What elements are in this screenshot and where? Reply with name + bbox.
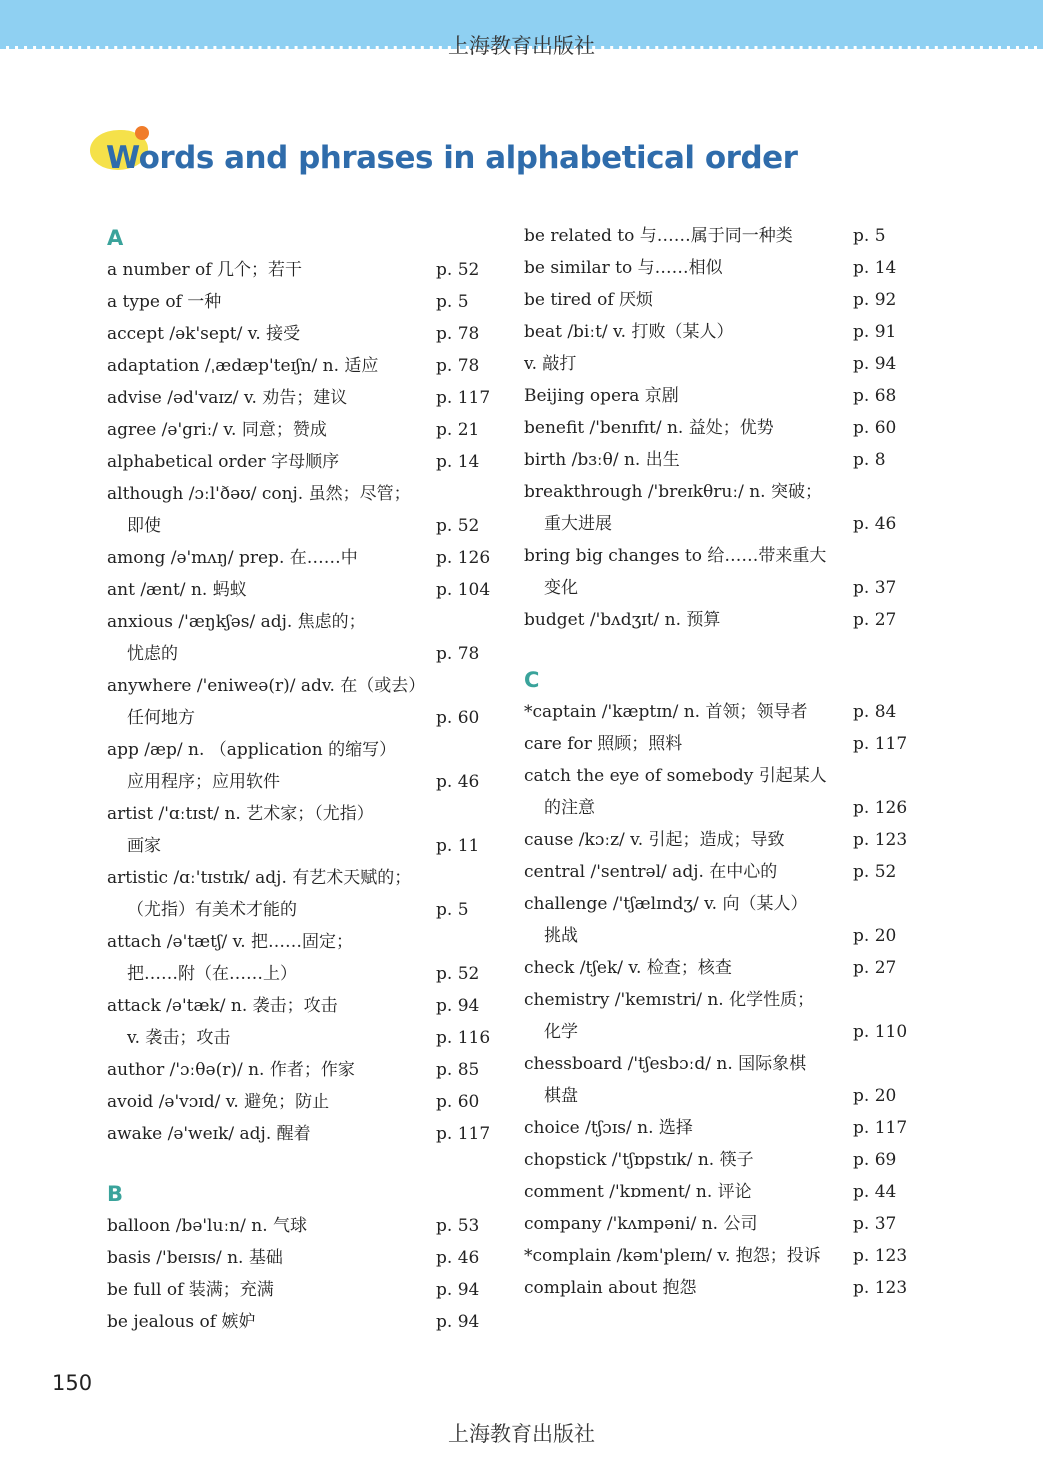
glossary-entry	[107, 446, 497, 478]
glossary-entry	[524, 1016, 914, 1048]
glossary-entry	[524, 824, 914, 856]
orange-dot-decoration	[135, 126, 149, 140]
entry-page-ref: p. 37	[853, 578, 897, 598]
glossary-entry	[524, 792, 914, 824]
entry-text: artist /'ɑːtɪst/ n. 艺术家；（尤指）	[107, 804, 374, 824]
entry-text: a number of 几个；若干	[107, 260, 302, 280]
glossary-entry	[524, 604, 914, 636]
entry-page-ref: p. 78	[436, 356, 480, 376]
entry-page-ref: p. 11	[436, 836, 480, 856]
entry-text: catch the eye of somebody 引起某人	[524, 766, 827, 786]
entry-page-ref: p. 46	[436, 772, 480, 792]
entry-text: accept /ək'sept/ v. 接受	[107, 324, 301, 344]
entry-page-ref: p. 60	[853, 418, 897, 438]
glossary-entry	[107, 318, 497, 350]
entry-page-ref: p. 21	[436, 420, 480, 440]
entry-text: anywhere /'eniweə(r)/ adv. 在（或去）	[107, 676, 426, 696]
entry-text: advise /əd'vaɪz/ v. 劝告；建议	[107, 388, 348, 408]
entry-page-ref: p. 94	[853, 354, 897, 374]
entry-page-ref: p. 46	[436, 1248, 480, 1268]
glossary-entry	[524, 540, 914, 572]
glossary-entry	[107, 510, 497, 542]
entry-page-ref: p. 37	[853, 1214, 897, 1234]
glossary-entry	[524, 1080, 914, 1112]
glossary-entry	[524, 760, 914, 792]
entry-text: author /'ɔːθə(r)/ n. 作者；作家	[107, 1060, 355, 1080]
entry-page-ref: p. 84	[853, 702, 897, 722]
glossary-entry	[524, 920, 914, 952]
glossary-entry	[524, 508, 914, 540]
glossary-entry	[524, 380, 914, 412]
entry-text: chopstick /'tʃɒpstɪk/ n. 筷子	[524, 1150, 754, 1170]
glossary-entry	[107, 414, 497, 446]
entry-text: 任何地方	[127, 708, 195, 728]
entry-page-ref: p. 52	[853, 862, 897, 882]
glossary-entry	[524, 728, 914, 760]
entry-page-ref: p. 20	[853, 926, 897, 946]
glossary-entry	[524, 572, 914, 604]
glossary-entry	[107, 734, 497, 766]
entry-text: 即使	[127, 516, 161, 536]
glossary-entry	[524, 412, 914, 444]
entry-text: be full of 装满；充满	[107, 1280, 274, 1300]
entry-text: although /ɔːl'ðəʊ/ conj. 虽然；尽管；	[107, 484, 411, 504]
glossary-entry	[524, 984, 914, 1016]
glossary-entry	[107, 1054, 497, 1086]
entry-text: breakthrough /'breɪkθruː/ n. 突破；	[524, 482, 822, 502]
section-gap	[107, 1150, 497, 1176]
entry-text: 变化	[544, 578, 578, 598]
entry-text: attach /ə'tætʃ/ v. 把……固定；	[107, 932, 354, 952]
glossary-entry	[107, 830, 497, 862]
section-letter: A	[107, 226, 124, 250]
glossary-entry	[107, 990, 497, 1022]
entry-page-ref: p. 14	[853, 258, 897, 278]
entry-text: be similar to 与……相似	[524, 258, 723, 278]
entry-text: 挑战	[544, 926, 578, 946]
glossary-entry	[107, 702, 497, 734]
glossary-entry	[107, 958, 497, 990]
glossary-entry	[524, 284, 914, 316]
entry-text: alphabetical order 字母顺序	[107, 452, 340, 472]
entry-page-ref: p. 60	[436, 708, 480, 728]
entry-page-ref: p. 5	[436, 292, 469, 312]
glossary-entry	[107, 1306, 497, 1338]
glossary-entry	[524, 1048, 914, 1080]
footer-publisher: 上海教育出版社	[448, 1422, 595, 1446]
entry-text: *captain /'kæptɪn/ n. 首领；领导者	[524, 702, 808, 722]
entry-text: 应用程序；应用软件	[127, 772, 280, 792]
entry-page-ref: p. 46	[853, 514, 897, 534]
entry-text: be related to 与……属于同一种类	[524, 226, 793, 246]
entry-text: budget /'bʌdʒɪt/ n. 预算	[524, 610, 721, 630]
entry-page-ref: p. 78	[436, 644, 480, 664]
glossary-entry	[107, 926, 497, 958]
page-number: 150	[52, 1371, 93, 1395]
entry-page-ref: p. 92	[853, 290, 897, 310]
glossary-entry	[107, 478, 497, 510]
entry-text: ant /ænt/ n. 蚂蚁	[107, 580, 247, 600]
entry-text: choice /tʃɔɪs/ n. 选择	[524, 1118, 693, 1138]
section-letter: B	[107, 1182, 124, 1206]
entry-text: 的注意	[544, 798, 595, 818]
entry-text: complain about 抱怨	[524, 1278, 697, 1298]
entry-text: v. 袭击；攻击	[127, 1028, 231, 1048]
entry-page-ref: p. 69	[853, 1150, 897, 1170]
glossary-entry	[524, 696, 914, 728]
glossary-entry	[107, 894, 497, 926]
glossary-entry	[524, 888, 914, 920]
glossary-entry	[107, 862, 497, 894]
entry-text: Beijing opera 京剧	[524, 386, 679, 406]
glossary-entry	[107, 766, 497, 798]
entry-page-ref: p. 123	[853, 1246, 908, 1266]
entry-page-ref: p. 85	[436, 1060, 480, 1080]
page-title: Words and phrases in alphabetical order	[106, 140, 798, 176]
entry-text: care for 照顾；照料	[524, 734, 683, 754]
entry-page-ref: p. 116	[436, 1028, 491, 1048]
entry-page-ref: p. 123	[853, 1278, 908, 1298]
glossary-entry	[107, 1210, 497, 1242]
entry-page-ref: p. 60	[436, 1092, 480, 1112]
glossary-entry	[524, 856, 914, 888]
entry-text: bring big changes to 给……带来重大	[524, 546, 827, 566]
entry-page-ref: p. 8	[853, 450, 886, 470]
glossary-entry	[524, 1272, 914, 1304]
entry-page-ref: p. 5	[853, 226, 886, 246]
entry-page-ref: p. 91	[853, 322, 897, 342]
entry-text: artistic /ɑː'tɪstɪk/ adj. 有艺术天赋的；	[107, 868, 412, 888]
entry-text: check /tʃek/ v. 检查；核查	[524, 958, 732, 978]
glossary-entry	[107, 670, 497, 702]
glossary-entry	[107, 798, 497, 830]
entry-page-ref: p. 44	[853, 1182, 897, 1202]
glossary-entry	[524, 220, 914, 252]
entry-text: （尤指）有美术才能的	[127, 900, 297, 920]
entry-page-ref: p. 68	[853, 386, 897, 406]
entry-text: challenge /'tʃælɪndʒ/ v. 向（某人）	[524, 894, 808, 914]
glossary-entry	[107, 350, 497, 382]
right-column	[524, 220, 914, 1304]
entry-text: birth /bɜːθ/ n. 出生	[524, 450, 680, 470]
entry-page-ref: p. 110	[853, 1022, 908, 1042]
entry-page-ref: p. 117	[853, 1118, 908, 1138]
entry-page-ref: p. 52	[436, 964, 480, 984]
glossary-entry	[524, 348, 914, 380]
glossary-entry	[524, 476, 914, 508]
entry-page-ref: p. 27	[853, 610, 897, 630]
glossary-entry	[524, 1144, 914, 1176]
entry-page-ref: p. 94	[436, 1280, 480, 1300]
entry-page-ref: p. 5	[436, 900, 469, 920]
entry-page-ref: p. 123	[853, 830, 908, 850]
entry-page-ref: p. 104	[436, 580, 491, 600]
entry-text: 重大进展	[544, 514, 612, 534]
entry-text: company /'kʌmpəni/ n. 公司	[524, 1214, 758, 1234]
entry-page-ref: p. 126	[436, 548, 491, 568]
entry-page-ref: p. 117	[436, 388, 491, 408]
glossary-entry	[524, 952, 914, 984]
glossary-entry	[107, 638, 497, 670]
glossary-entry	[524, 1240, 914, 1272]
entry-text: beat /biːt/ v. 打败（某人）	[524, 322, 734, 342]
header-publisher: 上海教育出版社	[448, 34, 595, 58]
glossary-entry	[107, 382, 497, 414]
glossary-entry	[524, 252, 914, 284]
entry-text: anxious /'æŋkʃəs/ adj. 焦虑的；	[107, 612, 366, 632]
entry-text: v. 敲打	[524, 354, 577, 374]
entry-page-ref: p. 117	[853, 734, 908, 754]
entry-text: agree /ə'griː/ v. 同意；赞成	[107, 420, 327, 440]
entry-text: *complain /kəm'pleɪn/ v. 抱怨；投诉	[524, 1246, 821, 1266]
glossary-entry	[107, 1086, 497, 1118]
glossary-entry	[107, 1274, 497, 1306]
glossary-entry	[524, 1112, 914, 1144]
glossary-entry	[107, 1242, 497, 1274]
entry-text: balloon /bə'luːn/ n. 气球	[107, 1216, 308, 1236]
entry-text: comment /'kɒment/ n. 评论	[524, 1182, 752, 1202]
glossary-entry	[107, 542, 497, 574]
entry-text: 忧虑的	[127, 644, 178, 664]
entry-page-ref: p. 20	[853, 1086, 897, 1106]
entry-page-ref: p. 52	[436, 260, 480, 280]
entry-text: be tired of 厌烦	[524, 290, 654, 310]
entry-page-ref: p. 117	[436, 1124, 491, 1144]
entry-page-ref: p. 78	[436, 324, 480, 344]
glossary-entry	[107, 1118, 497, 1150]
entry-text: central /'sentrəl/ adj. 在中心的	[524, 862, 778, 882]
glossary-entry	[107, 286, 497, 318]
glossary-entry	[107, 254, 497, 286]
entry-page-ref: p. 27	[853, 958, 897, 978]
glossary-entry	[107, 1022, 497, 1054]
entry-text: 画家	[127, 836, 161, 856]
entry-text: avoid /ə'vɔɪd/ v. 避免；防止	[107, 1092, 330, 1112]
section-gap	[524, 636, 914, 662]
glossary-entry	[524, 1208, 914, 1240]
entry-page-ref: p. 126	[853, 798, 908, 818]
entry-text: 棋盘	[544, 1086, 578, 1106]
entry-text: app /æp/ n. （application 的缩写）	[107, 740, 397, 760]
glossary-entry	[107, 574, 497, 606]
entry-text: awake /ə'weɪk/ adj. 醒着	[107, 1124, 311, 1144]
entry-text: adaptation /ˌædæp'teɪʃn/ n. 适应	[107, 356, 379, 376]
entry-page-ref: p. 94	[436, 1312, 480, 1332]
entry-page-ref: p. 52	[436, 516, 480, 536]
entry-page-ref: p. 53	[436, 1216, 480, 1236]
left-column	[107, 220, 497, 1338]
glossary-entry	[107, 606, 497, 638]
entry-page-ref: p. 94	[436, 996, 480, 1016]
entry-text: among /ə'mʌŋ/ prep. 在……中	[107, 548, 358, 568]
entry-text: a type of 一种	[107, 292, 222, 312]
entry-page-ref: p. 14	[436, 452, 480, 472]
entry-text: chessboard /'tʃesbɔːd/ n. 国际象棋	[524, 1054, 807, 1074]
entry-text: cause /kɔːz/ v. 引起；造成；导致	[524, 830, 785, 850]
entry-text: benefit /'benɪfɪt/ n. 益处；优势	[524, 418, 774, 438]
entry-text: attack /ə'tæk/ n. 袭击；攻击	[107, 996, 338, 1016]
section-letter: C	[524, 668, 540, 692]
glossary-entry	[524, 444, 914, 476]
glossary-entry	[524, 316, 914, 348]
entry-text: 把……附（在……上）	[127, 964, 297, 984]
entry-text: chemistry /'kemɪstri/ n. 化学性质；	[524, 990, 815, 1010]
entry-text: basis /'beɪsɪs/ n. 基础	[107, 1248, 283, 1268]
entry-text: 化学	[544, 1022, 578, 1042]
glossary-entry	[524, 1176, 914, 1208]
entry-text: be jealous of 嫉妒	[107, 1312, 256, 1332]
